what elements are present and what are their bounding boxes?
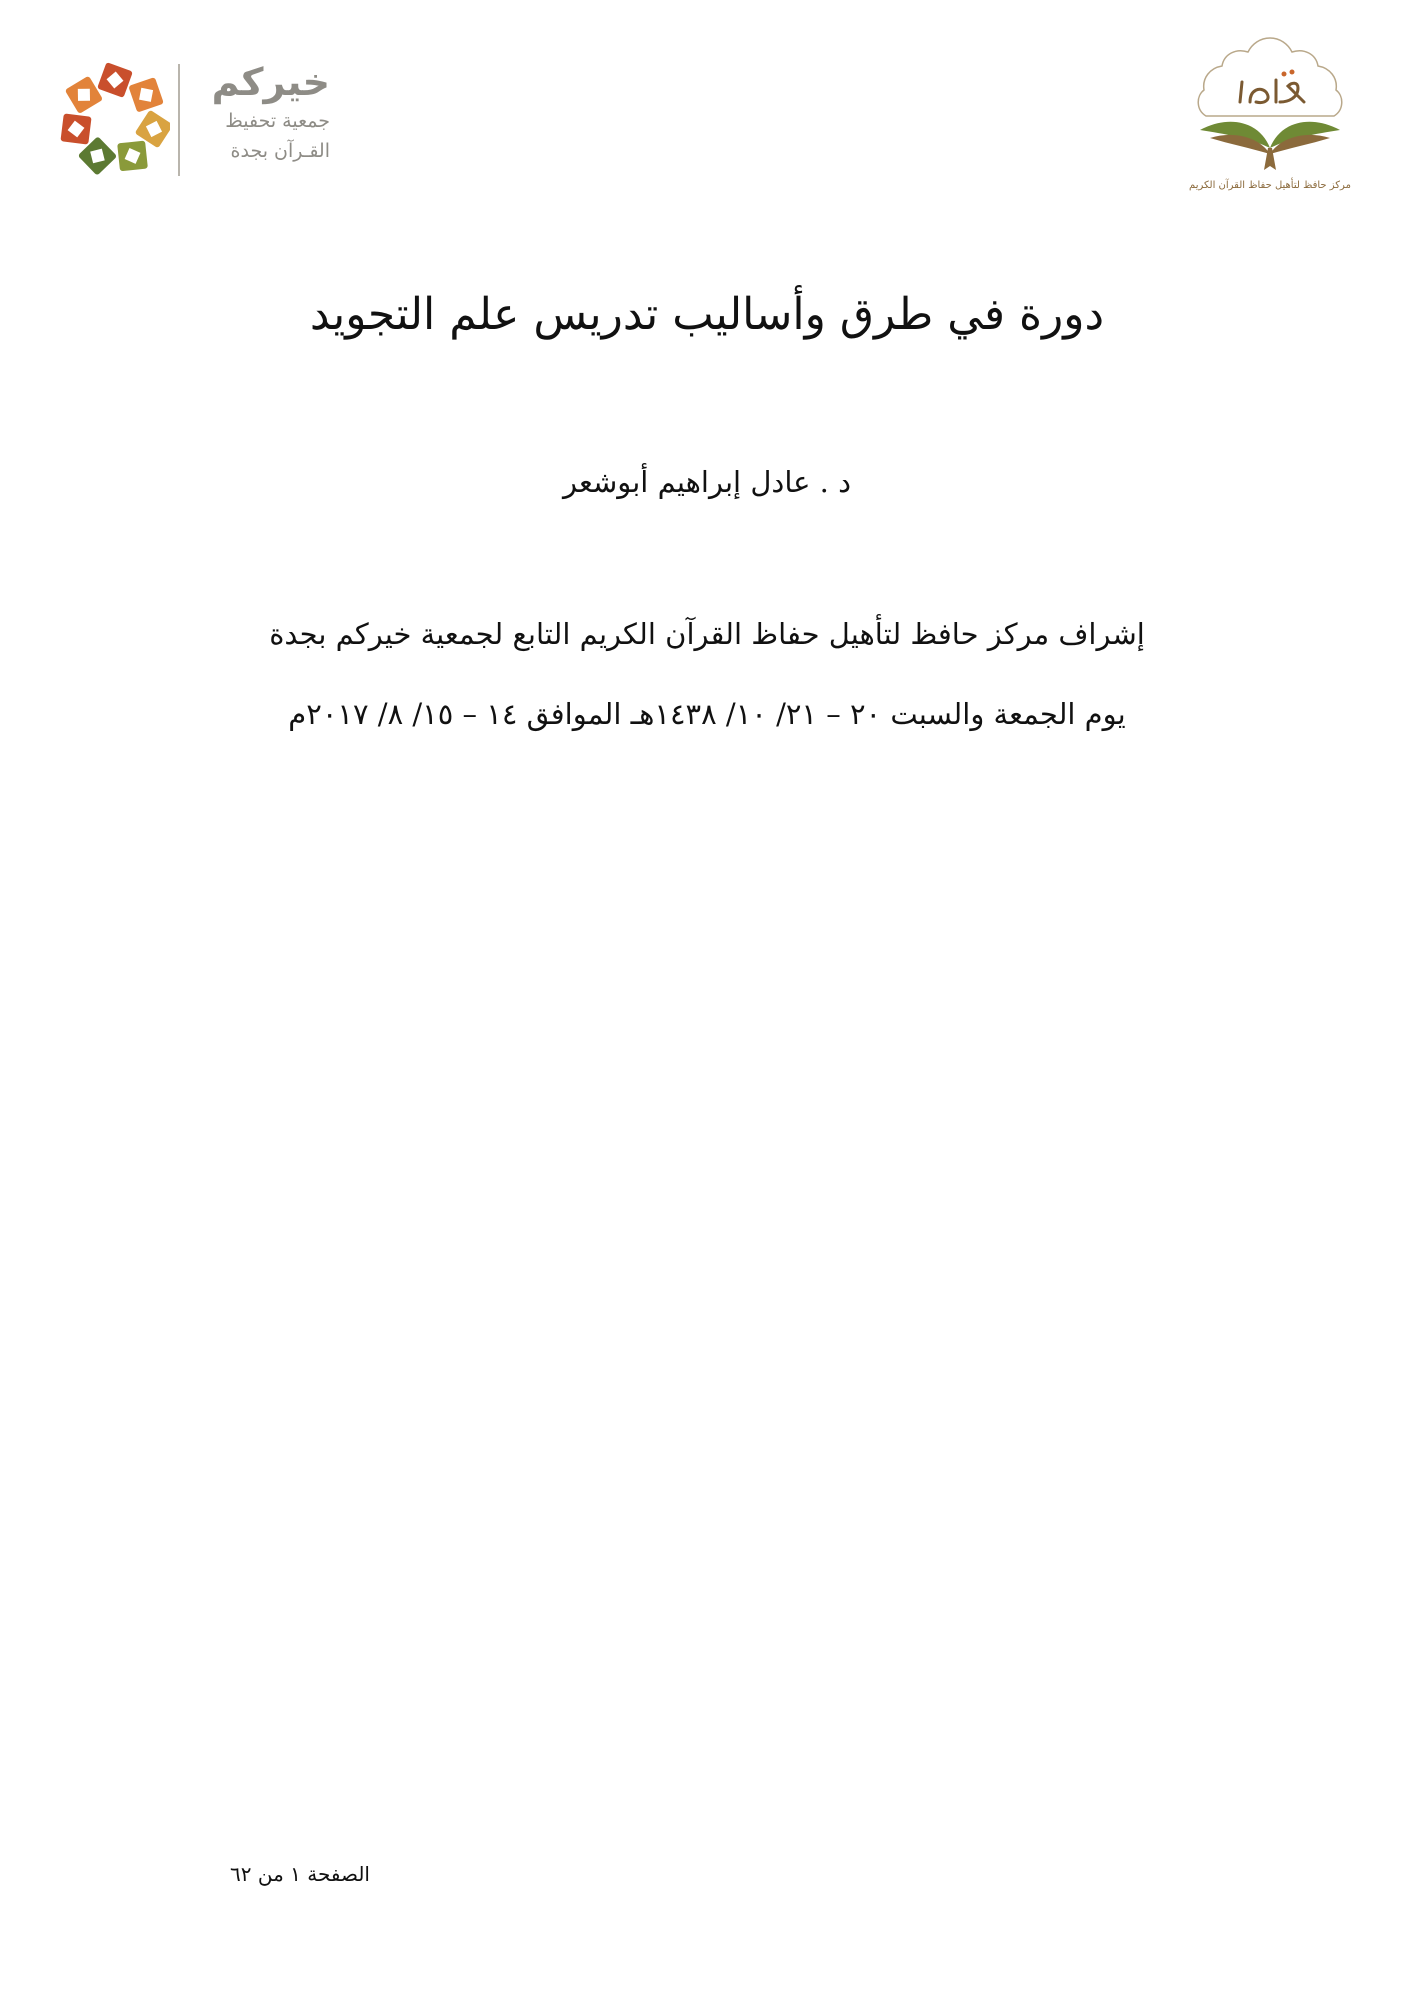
khairukum-logo-subtitle-2: القـرآن بجدة (230, 140, 330, 162)
hafiz-logo-emblem-icon (1180, 30, 1360, 180)
logo-divider (178, 64, 180, 176)
khairukum-logo-name: خيركم (211, 60, 330, 104)
document-title: دورة في طرق وأساليب تدريس علم التجويد (309, 289, 1105, 340)
khairukum-logo-mark-icon (60, 62, 170, 178)
page-number: الصفحة ١ من ٦٢ (230, 1862, 370, 1886)
supervision-line: إشراف مركز حافظ لتأهيل حفاظ القرآن الكريم التابع لجمعية خيركم بجدة (269, 617, 1145, 651)
khairukum-logo-subtitle-1: جمعية تحفيظ (225, 110, 330, 132)
date-line: يوم الجمعة والسبت ٢٠ – ٢١/ ١٠/ ١٤٣٨هـ الموافق ١٤ – ١٥/ ٨/ ٢٠١٧م (288, 697, 1126, 731)
khairukum-logo (60, 58, 350, 188)
hafiz-logo-caption: مركز حافظ لتأهيل حفاظ القرآن الكريم (1189, 180, 1351, 191)
khairukum-logo-text (190, 58, 330, 178)
hafiz-logo (1180, 30, 1360, 210)
author-name: د . عادل إبراهيم أبوشعر (562, 465, 852, 499)
